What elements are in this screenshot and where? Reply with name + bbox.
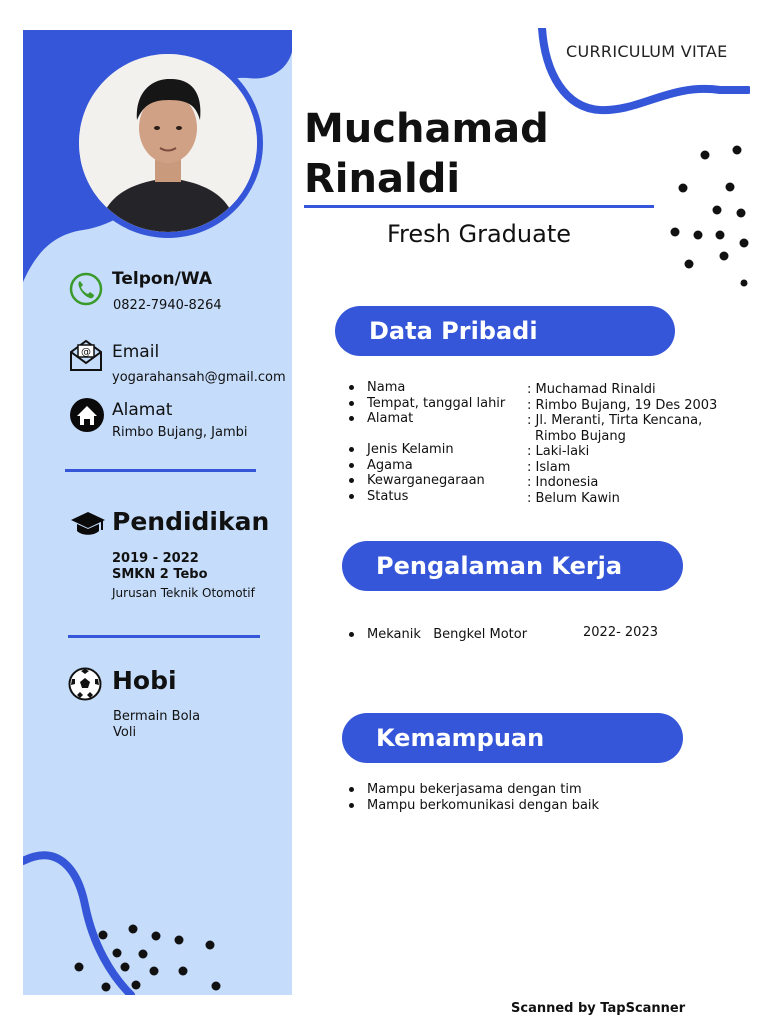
- education-years: 2019 - 2022: [112, 551, 199, 566]
- email-address[interactable]: yogarahansah@gmail.com: [112, 370, 286, 385]
- dots-decoration: [665, 140, 755, 290]
- experience-item: Mekanik Bengkel Motor: [347, 627, 527, 643]
- profile-photo: [79, 54, 257, 232]
- address-label: Alamat: [112, 400, 173, 420]
- personal-field-labels: [347, 380, 505, 504]
- field-label: Tempat, tanggal lahir: [347, 396, 505, 412]
- field-value: : Jl. Meranti, Tirta Kencana,: [527, 413, 703, 428]
- field-value: : Rimbo Bujang, 19 Des 2003: [527, 397, 718, 413]
- hobby-item: Bermain Bola: [113, 709, 201, 724]
- education-title: Pendidikan: [112, 507, 270, 536]
- name-underline: [304, 205, 654, 208]
- email-label: Email: [112, 342, 160, 362]
- experience-period: 2022- 2023: [583, 625, 658, 640]
- name-first: Muchamad: [304, 106, 549, 152]
- sidebar-divider-2: [68, 635, 260, 638]
- experience-header: Pengalaman Kerja: [342, 541, 683, 591]
- profile-photo-frame: [73, 48, 263, 238]
- address-text: Rimbo Bujang, Jambi: [112, 425, 248, 440]
- phone-icon: [69, 272, 103, 306]
- field-label: Kewarganegaraan: [347, 473, 505, 489]
- field-value: : Islam: [527, 459, 571, 475]
- personal-field-values: [527, 382, 717, 506]
- personal-data-header: Data Pribadi: [335, 306, 675, 356]
- sidebar-bottom-decoration: [23, 845, 292, 995]
- education-major: Jurusan Teknik Otomotif: [112, 586, 255, 600]
- document-tag: CURRICULUM VITAE: [566, 42, 728, 61]
- hobbies-title: Hobi: [112, 666, 177, 695]
- skill-item: Mampu berkomunikasi dengan baik: [347, 798, 599, 814]
- job-title: Fresh Graduate: [387, 220, 572, 248]
- phone-label: Telpon/WA: [112, 269, 212, 289]
- soccer-ball-icon: [68, 667, 102, 701]
- phone-number: 0822-7940-8264: [113, 298, 222, 313]
- svg-text:@: @: [81, 347, 91, 358]
- field-label: Status: [347, 489, 505, 505]
- graduation-cap-icon: [70, 511, 106, 537]
- skill-item: Mampu bekerjasama dengan tim: [347, 782, 599, 798]
- experience-list: [347, 627, 527, 643]
- person-avatar-icon: [79, 54, 257, 232]
- field-label: Jenis Kelamin: [347, 442, 505, 458]
- scanner-watermark: Scanned by TapScanner: [511, 1001, 686, 1016]
- hobby-item: Voli: [113, 725, 137, 740]
- name-last: Rinaldi: [304, 156, 461, 202]
- field-label: Agama: [347, 458, 505, 474]
- field-value: : Indonesia: [527, 475, 599, 490]
- field-label: Alamat: [347, 411, 505, 427]
- skills-header: Kemampuan: [342, 713, 683, 763]
- email-icon: [68, 339, 104, 372]
- field-value: : Laki-laki: [527, 444, 590, 459]
- home-icon: [69, 398, 105, 432]
- full-name: [304, 104, 549, 204]
- field-value: : Muchamad Rinaldi: [527, 382, 656, 397]
- education-school: SMKN 2 Tebo: [112, 567, 208, 582]
- sidebar-divider-1: [65, 469, 256, 472]
- field-label: Nama: [347, 380, 505, 396]
- field-value: Rimbo Bujang: [535, 428, 626, 444]
- field-value: : Belum Kawin: [527, 490, 620, 506]
- skills-list: [347, 782, 599, 813]
